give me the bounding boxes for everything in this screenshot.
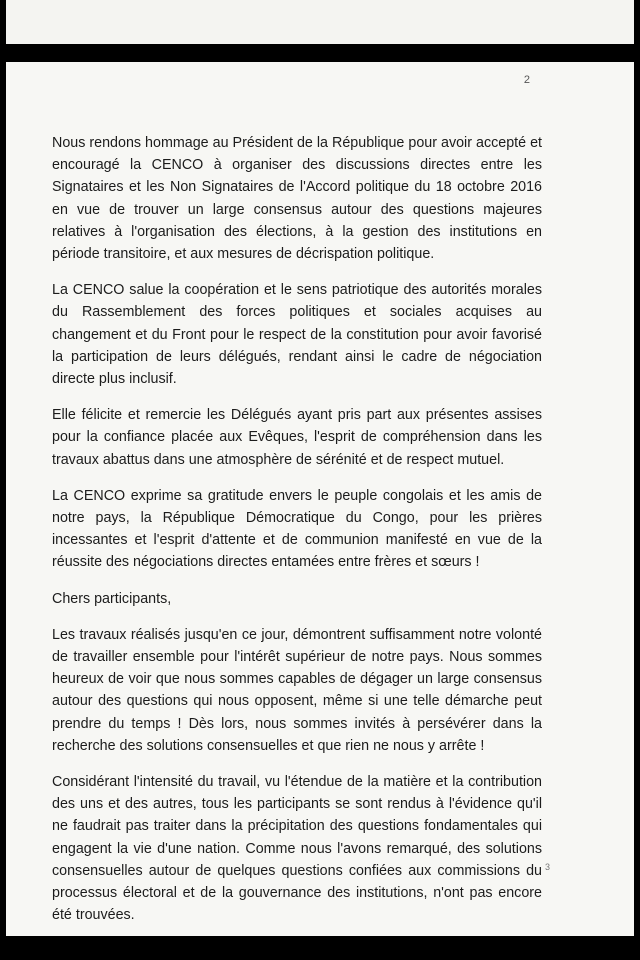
paragraph-considerations: Considérant l'intensité du travail, vu l'étendue de la matière et la contribution des uns et des autres, tous les participants se sont rendus à l'évidence qu'il ne faudrait pas traiter dans la précipitation des questions fondamentales qui engagent la vie d'une nation. Comme nous l'avons remarqué, des solutions consensuelles autour de quelques questions confiées aux commissions du processus électoral et de la gouvernance des institutions, n'ont pas encore été trouvées. [52, 774, 542, 924]
paragraph-cooperation: La CENCO salue la coopération et le sens patriotique des autorités morales du Rassemblement des forces politiques et sociales acquises au changement et du Front pour le respect de la constitution pour avoir favorisé la participation de leurs délégués, rendant ainsi le cadre de négociation directe plus inclusif. [52, 282, 542, 388]
document-body [52, 132, 542, 936]
paragraph-progress: Les travaux réalisés jusqu'en ce jour, démontrent suffisamment notre volonté de travailler ensemble pour l'intérêt supérieur de notre pays. Nous sommes heureux de voir que nous sommes capables de dégager un large consensus autour des questions qui nous opposent, même si une telle démarche peut prendre du temps ! Dès lors, nous sommes invités à persévérer dans la recherche des solutions consensuelles et que rien ne nous y arrête ! [52, 626, 542, 754]
paragraph-thanks-delegates: Elle félicite et remercie les Délégués ayant pris part aux présentes assises pour la confiance placée aux Evêques, l'esprit de compréhension dans les travaux abattus dans une atmosphère de sérénité et de respect mutuel. [52, 407, 542, 468]
document-page [6, 62, 634, 936]
paragraph-homage: Nous rendons hommage au Président de la République pour avoir accepté et encouragé la CENCO à organiser des discussions directes entre les Signataires et les Non Signataires de l'Accord politique du 18 octobre 2016 en vue de trouver un large consensus autour des questions majeures relatives à l'organisation des élections, à la gestion des institutions en période transitoire, et aux mesures de décrispation politique. [52, 135, 542, 263]
paragraph-salutation: Chers participants, [52, 590, 172, 607]
previous-page-edge [6, 0, 634, 44]
footer-mark: 3 [544, 862, 550, 872]
page-number: 2 [523, 74, 530, 86]
paragraph-gratitude: La CENCO exprime sa gratitude envers le peuple congolais et les amis de notre pays, la République Démocratique du Congo, pour les prières incessantes et l'esprit d'attente et de communion manifesté en vue de la réussite des négociations directes entamées entre frères et sœurs ! [52, 487, 542, 571]
